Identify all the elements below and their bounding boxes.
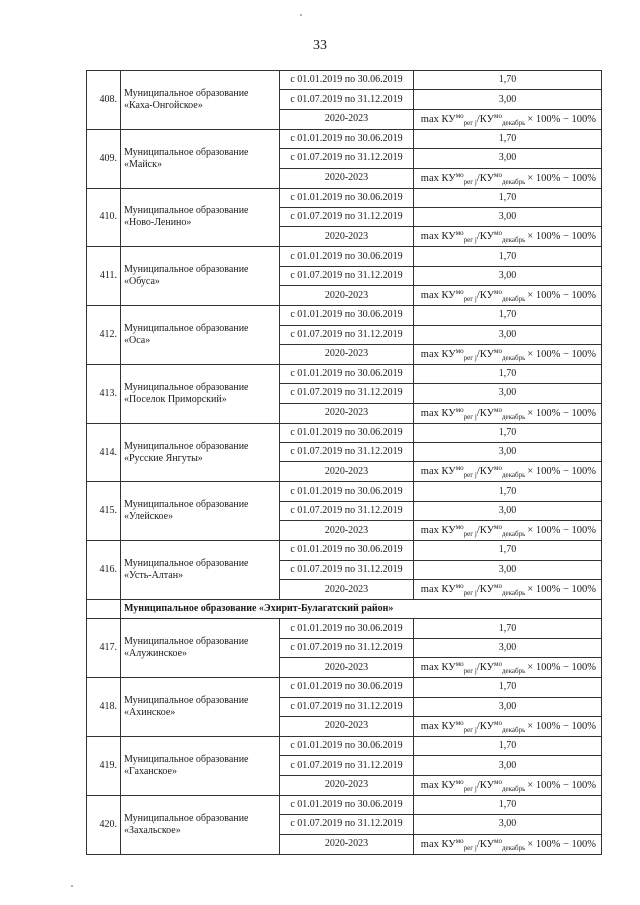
- period-h1: с 01.01.2019 по 30.06.2019: [280, 188, 414, 207]
- row-number: 415.: [87, 482, 121, 541]
- row-number: 416.: [87, 541, 121, 600]
- formula-sup: мо: [455, 718, 464, 727]
- page-number: 33: [313, 38, 327, 53]
- formula-slash: /КУ: [476, 407, 495, 419]
- period-h1: с 01.01.2019 по 30.06.2019: [280, 619, 414, 638]
- table-row: [87, 541, 602, 560]
- period-h1: с 01.01.2019 по 30.06.2019: [280, 129, 414, 148]
- formula-sub-region: рег j: [463, 784, 477, 793]
- value-h2: 3,00: [414, 697, 602, 716]
- period-range: 2020-2023: [280, 227, 414, 247]
- entity-name-line1: Муниципальное образование: [124, 636, 249, 648]
- entity-name-line1: Муниципальное образование: [124, 264, 249, 276]
- formula-slash: /КУ: [476, 720, 495, 732]
- value-h1: 1,70: [414, 482, 602, 501]
- entity-name: [121, 306, 280, 365]
- row-number: 419.: [87, 736, 121, 795]
- period-range: 2020-2023: [280, 658, 414, 678]
- value-h2: 3,00: [414, 207, 602, 226]
- formula-sub-december: декабрь: [501, 295, 526, 304]
- formula-sub-region: рег j: [463, 589, 477, 598]
- formula-sub-region: рег j: [463, 353, 477, 362]
- row-number: 417.: [87, 619, 121, 678]
- formula-sup: мо: [455, 777, 464, 786]
- formula-tail: × 100% − 100%: [527, 720, 596, 732]
- formula-slash: /КУ: [476, 113, 495, 125]
- value-h1: 1,70: [414, 71, 602, 90]
- value-h2: 3,00: [414, 560, 602, 579]
- entity-name-line2: «Каха-Онгойское»: [124, 99, 203, 111]
- period-range: 2020-2023: [280, 403, 414, 423]
- entity-name-line2: «Гаханское»: [124, 765, 177, 777]
- period-h2: с 01.07.2019 по 31.12.2019: [280, 266, 414, 285]
- period-h1: с 01.01.2019 по 30.06.2019: [280, 736, 414, 755]
- formula-tail: × 100% − 100%: [527, 466, 596, 478]
- entity-name: [121, 795, 280, 854]
- entity-name: [121, 541, 280, 600]
- entity-name-line2: «Обуса»: [124, 276, 160, 288]
- formula-sup: мо: [455, 582, 464, 591]
- formula-sub-december: декабрь: [501, 784, 526, 793]
- formula-sub-december: декабрь: [501, 118, 526, 127]
- formula-cell: [414, 521, 602, 541]
- entity-name-line1: Муниципальное образование: [124, 558, 249, 570]
- table-row: [87, 247, 602, 266]
- period-h2: с 01.07.2019 по 31.12.2019: [280, 207, 414, 226]
- period-range: 2020-2023: [280, 462, 414, 482]
- period-h2: с 01.07.2019 по 31.12.2019: [280, 756, 414, 775]
- value-h2: 3,00: [414, 501, 602, 520]
- formula-sup: мо: [494, 464, 502, 473]
- formula-sup: мо: [494, 288, 502, 297]
- table-row: [87, 482, 602, 501]
- formula-sub-december: декабрь: [501, 236, 526, 245]
- period-range: 2020-2023: [280, 580, 414, 600]
- scan-speck: [300, 14, 302, 16]
- entity-name: [121, 129, 280, 188]
- value-h1: 1,70: [414, 306, 602, 325]
- row-number: 410.: [87, 188, 121, 247]
- formula-sub-region: рег j: [463, 843, 477, 852]
- period-range: 2020-2023: [280, 775, 414, 795]
- value-h2: 3,00: [414, 149, 602, 168]
- period-h1: с 01.01.2019 по 30.06.2019: [280, 795, 414, 814]
- table-row: [87, 188, 602, 207]
- formula-sub-region: рег j: [463, 412, 477, 421]
- entity-name: [121, 71, 280, 130]
- entity-name: [121, 678, 280, 737]
- entity-name: [121, 423, 280, 482]
- formula-tail: × 100% − 100%: [527, 407, 596, 419]
- formula-sup: мо: [455, 111, 464, 120]
- formula-tail: × 100% − 100%: [527, 838, 596, 850]
- table-row: [87, 306, 602, 325]
- formula-sup: мо: [494, 718, 502, 727]
- entity-name: [121, 619, 280, 678]
- formula-slash: /КУ: [476, 662, 495, 674]
- formula-cell: [414, 168, 602, 188]
- period-range: 2020-2023: [280, 716, 414, 736]
- value-h1: 1,70: [414, 247, 602, 266]
- row-number: 418.: [87, 678, 121, 737]
- formula-prefix: max КУ: [420, 662, 456, 674]
- formula-sup: мо: [455, 836, 464, 845]
- formula-slash: /КУ: [476, 779, 495, 791]
- entity-name-line1: Муниципальное образование: [124, 323, 249, 335]
- entity-name-line2: «Улейское»: [124, 511, 174, 523]
- formula-sub-region: рег j: [463, 236, 477, 245]
- row-number: 409.: [87, 129, 121, 188]
- formula-sub-region: рег j: [463, 471, 477, 480]
- formula-sub-december: декабрь: [501, 589, 526, 598]
- formula-cell: [414, 227, 602, 247]
- formula-sub-region: рег j: [463, 530, 477, 539]
- formula-slash: /КУ: [476, 231, 495, 243]
- entity-name-line2: «Захальское»: [124, 824, 181, 836]
- period-range: 2020-2023: [280, 834, 414, 854]
- entity-name-line1: Муниципальное образование: [124, 205, 249, 217]
- formula-prefix: max КУ: [420, 466, 456, 478]
- formula-cell: [414, 775, 602, 795]
- formula-sup: мо: [455, 405, 464, 414]
- formula-sub-december: декабрь: [501, 667, 526, 676]
- formula-prefix: max КУ: [420, 348, 456, 360]
- entity-name: [121, 482, 280, 541]
- period-h1: с 01.01.2019 по 30.06.2019: [280, 482, 414, 501]
- formula-sub-december: декабрь: [501, 725, 526, 734]
- entity-name-line1: Муниципальное образование: [124, 381, 249, 393]
- entity-name-line2: «Усть-Алтан»: [124, 570, 184, 582]
- table-row: [87, 364, 602, 383]
- value-h1: 1,70: [414, 129, 602, 148]
- table-row: [87, 71, 602, 90]
- formula-prefix: max КУ: [420, 113, 456, 125]
- row-number: 408.: [87, 71, 121, 130]
- entity-name-line2: «Алужинское»: [124, 648, 188, 660]
- table-row: [87, 619, 602, 638]
- value-h1: 1,70: [414, 423, 602, 442]
- formula-cell: [414, 658, 602, 678]
- formula-sup: мо: [494, 836, 502, 845]
- formula-prefix: max КУ: [420, 525, 456, 537]
- formula-sup: мо: [494, 777, 502, 786]
- entity-name-line2: «Поселок Приморский»: [124, 393, 227, 405]
- value-h1: 1,70: [414, 619, 602, 638]
- formula-sub-december: декабрь: [501, 412, 526, 421]
- entity-name-line1: Муниципальное образование: [124, 440, 249, 452]
- value-h1: 1,70: [414, 736, 602, 755]
- formula-slash: /КУ: [476, 584, 495, 596]
- entity-name: [121, 736, 280, 795]
- table-row: [87, 678, 602, 697]
- entity-name: [121, 364, 280, 423]
- formula-sub-region: рег j: [463, 725, 477, 734]
- formula-sub-region: рег j: [463, 118, 477, 127]
- entity-name-line2: «Русские Янгуты»: [124, 452, 203, 464]
- period-h1: с 01.01.2019 по 30.06.2019: [280, 423, 414, 442]
- formula-sub-december: декабрь: [501, 177, 526, 186]
- value-h1: 1,70: [414, 795, 602, 814]
- period-h1: с 01.01.2019 по 30.06.2019: [280, 306, 414, 325]
- table-row: [87, 736, 602, 755]
- period-h2: с 01.07.2019 по 31.12.2019: [280, 325, 414, 344]
- formula-prefix: max КУ: [420, 720, 456, 732]
- formula-prefix: max КУ: [420, 838, 456, 850]
- formula-sup: мо: [494, 111, 502, 120]
- section-num-cell: [87, 600, 121, 619]
- tariff-table: [86, 70, 602, 855]
- section-row: [87, 600, 602, 619]
- entity-name: [121, 188, 280, 247]
- formula-slash: /КУ: [476, 290, 495, 302]
- formula-sup: мо: [455, 229, 464, 238]
- formula-sub-december: декабрь: [501, 530, 526, 539]
- formula-prefix: max КУ: [420, 407, 456, 419]
- row-number: 412.: [87, 306, 121, 365]
- formula-prefix: max КУ: [420, 584, 456, 596]
- table-row: [87, 795, 602, 814]
- table-row: [87, 423, 602, 442]
- period-h2: с 01.07.2019 по 31.12.2019: [280, 384, 414, 403]
- formula-slash: /КУ: [476, 525, 495, 537]
- period-h1: с 01.01.2019 по 30.06.2019: [280, 541, 414, 560]
- formula-cell: [414, 109, 602, 129]
- formula-sup: мо: [455, 464, 464, 473]
- formula-cell: [414, 344, 602, 364]
- value-h1: 1,70: [414, 678, 602, 697]
- entity-name-line1: Муниципальное образование: [124, 695, 249, 707]
- formula-tail: × 100% − 100%: [527, 113, 596, 125]
- formula-cell: [414, 462, 602, 482]
- formula-sup: мо: [494, 582, 502, 591]
- formula-cell: [414, 403, 602, 423]
- period-h2: с 01.07.2019 по 31.12.2019: [280, 697, 414, 716]
- value-h1: 1,70: [414, 541, 602, 560]
- scan-speck: [71, 885, 73, 887]
- formula-sup: мо: [494, 229, 502, 238]
- formula-prefix: max КУ: [420, 779, 456, 791]
- tariff-table-body: [87, 71, 602, 855]
- row-number: 420.: [87, 795, 121, 854]
- value-h2: 3,00: [414, 266, 602, 285]
- entity-name-line2: «Ахинское»: [124, 707, 176, 719]
- formula-cell: [414, 286, 602, 306]
- period-range: 2020-2023: [280, 286, 414, 306]
- row-number: 411.: [87, 247, 121, 306]
- formula-slash: /КУ: [476, 838, 495, 850]
- entity-name-line1: Муниципальное образование: [124, 812, 249, 824]
- section-title: Муниципальное образование «Эхирит-Булагатский район»: [121, 600, 602, 619]
- formula-prefix: max КУ: [420, 290, 456, 302]
- period-range: 2020-2023: [280, 521, 414, 541]
- entity-name-line1: Муниципальное образование: [124, 753, 249, 765]
- period-h1: с 01.01.2019 по 30.06.2019: [280, 678, 414, 697]
- entity-name-line1: Муниципальное образование: [124, 87, 249, 99]
- period-h2: с 01.07.2019 по 31.12.2019: [280, 501, 414, 520]
- formula-sup: мо: [494, 405, 502, 414]
- entity-name: [121, 247, 280, 306]
- period-h2: с 01.07.2019 по 31.12.2019: [280, 149, 414, 168]
- formula-sup: мо: [455, 170, 464, 179]
- formula-sup: мо: [455, 288, 464, 297]
- period-range: 2020-2023: [280, 344, 414, 364]
- value-h2: 3,00: [414, 384, 602, 403]
- period-range: 2020-2023: [280, 168, 414, 188]
- value-h2: 3,00: [414, 90, 602, 109]
- formula-slash: /КУ: [476, 348, 495, 360]
- formula-tail: × 100% − 100%: [527, 231, 596, 243]
- value-h1: 1,70: [414, 364, 602, 383]
- formula-cell: [414, 834, 602, 854]
- formula-tail: × 100% − 100%: [527, 172, 596, 184]
- formula-tail: × 100% − 100%: [527, 779, 596, 791]
- period-h1: с 01.01.2019 по 30.06.2019: [280, 71, 414, 90]
- formula-tail: × 100% − 100%: [527, 348, 596, 360]
- formula-sub-december: декабрь: [501, 471, 526, 480]
- formula-sup: мо: [494, 523, 502, 532]
- row-number: 414.: [87, 423, 121, 482]
- formula-sub-region: рег j: [463, 667, 477, 676]
- entity-name-line2: «Ново-Ленино»: [124, 217, 192, 229]
- value-h2: 3,00: [414, 756, 602, 775]
- formula-sub-december: декабрь: [501, 353, 526, 362]
- formula-slash: /КУ: [476, 466, 495, 478]
- formula-sub-december: декабрь: [501, 843, 526, 852]
- formula-sup: мо: [455, 523, 464, 532]
- formula-cell: [414, 716, 602, 736]
- formula-prefix: max КУ: [420, 172, 456, 184]
- entity-name-line2: «Оса»: [124, 335, 151, 347]
- formula-sup: мо: [494, 170, 502, 179]
- value-h2: 3,00: [414, 443, 602, 462]
- formula-sup: мо: [494, 346, 502, 355]
- formula-sup: мо: [455, 660, 464, 669]
- formula-prefix: max КУ: [420, 231, 456, 243]
- entity-name-line1: Муниципальное образование: [124, 499, 249, 511]
- formula-tail: × 100% − 100%: [527, 525, 596, 537]
- entity-name-line1: Муниципальное образование: [124, 146, 249, 158]
- formula-tail: × 100% − 100%: [527, 290, 596, 302]
- formula-cell: [414, 580, 602, 600]
- period-range: 2020-2023: [280, 109, 414, 129]
- value-h2: 3,00: [414, 815, 602, 834]
- formula-sub-region: рег j: [463, 177, 477, 186]
- formula-sup: мо: [494, 660, 502, 669]
- formula-slash: /КУ: [476, 172, 495, 184]
- period-h2: с 01.07.2019 по 31.12.2019: [280, 443, 414, 462]
- value-h2: 3,00: [414, 638, 602, 657]
- period-h2: с 01.07.2019 по 31.12.2019: [280, 560, 414, 579]
- period-h2: с 01.07.2019 по 31.12.2019: [280, 90, 414, 109]
- row-number: 413.: [87, 364, 121, 423]
- period-h1: с 01.01.2019 по 30.06.2019: [280, 364, 414, 383]
- period-h2: с 01.07.2019 по 31.12.2019: [280, 815, 414, 834]
- formula-sub-region: рег j: [463, 295, 477, 304]
- entity-name-line2: «Майск»: [124, 158, 162, 170]
- formula-sup: мо: [455, 346, 464, 355]
- value-h2: 3,00: [414, 325, 602, 344]
- period-h2: с 01.07.2019 по 31.12.2019: [280, 638, 414, 657]
- table-row: [87, 129, 602, 148]
- value-h1: 1,70: [414, 188, 602, 207]
- period-h1: с 01.01.2019 по 30.06.2019: [280, 247, 414, 266]
- formula-tail: × 100% − 100%: [527, 584, 596, 596]
- formula-tail: × 100% − 100%: [527, 662, 596, 674]
